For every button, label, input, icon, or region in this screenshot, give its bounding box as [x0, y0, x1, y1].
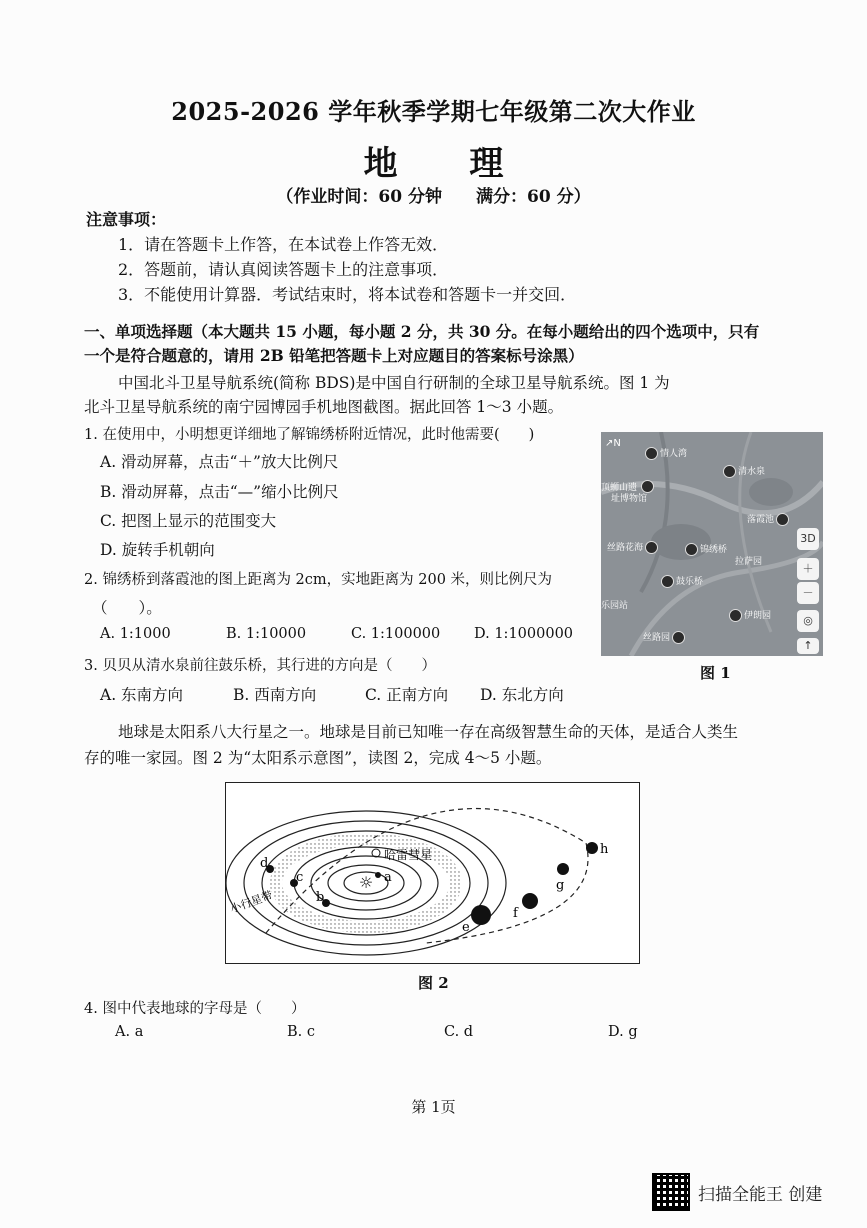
- section-heading: 一、单项选择题（本大题共 15 小题，每小题 2 分，共 30 分。在每小题给出的四个选项中，只有: [84, 322, 760, 341]
- notice-item: 2．答题前，请认真阅读答题卡上的注意事项．: [118, 260, 449, 279]
- poi-label[interactable]: 落霞池: [747, 512, 791, 526]
- locate-icon[interactable]: ◎: [797, 610, 819, 632]
- letter-h: h: [600, 842, 609, 857]
- letter-d: d: [260, 856, 269, 871]
- letter-f: f: [513, 906, 518, 921]
- q2-option-d: D. 1:1000000: [474, 626, 574, 642]
- question-1: 1. 在使用中，小明想更详细地了解锦绣桥附近情况，此时他需要( ): [84, 427, 535, 443]
- poi-label[interactable]: 情人湾: [645, 446, 687, 460]
- planet-e: [471, 905, 491, 925]
- intro-text: 中国北斗卫星导航系统(简称 BDS)是中国自行研制的全球卫星导航系统。图 1 为: [118, 374, 670, 392]
- intro-text: 地球是太阳系八大行星之一。地球是目前已知唯一存在高级智慧生命的天体，是适合人类生: [118, 723, 739, 741]
- planet-h: [586, 842, 598, 854]
- scanner-watermark: [652, 1172, 822, 1212]
- poi-label[interactable]: 拉萨园: [735, 557, 763, 567]
- q2-option-a: A. 1:1000: [100, 626, 171, 642]
- poi-label[interactable]: 丝路花海: [607, 540, 660, 554]
- intro-text: 存的唯一家园。图 2 为“太阳系示意图”，读图 2，完成 4～5 小题。: [84, 749, 552, 767]
- comet-label: 哈雷彗星: [384, 848, 433, 862]
- poi-label[interactable]: 伊朗园: [729, 608, 771, 622]
- poi-pin-icon: [641, 480, 656, 493]
- q3-option-c: C. 正南方向: [365, 686, 449, 704]
- q4-option-b: B. c: [287, 1024, 315, 1040]
- solar-system-diagram: [225, 782, 640, 964]
- q1-option-b: B. 滑动屏幕，点击“—”缩小比例尺: [100, 483, 339, 501]
- question-3: 3. 贝贝从清水泉前往鼓乐桥，其行进的方向是（ ）: [84, 658, 436, 674]
- planet-g: [557, 863, 569, 875]
- q4-option-d: D. g: [608, 1024, 638, 1040]
- q3-option-d: D. 东北方向: [480, 686, 564, 704]
- q1-option-c: C. 把图上显示的范围变大: [100, 512, 277, 530]
- asteroid-belt-label: 小行星带: [228, 888, 275, 916]
- solar-system-svg: [226, 783, 639, 963]
- page-number: 第 1页: [411, 1098, 456, 1116]
- poi-label[interactable]: 鼓乐桥: [661, 574, 703, 588]
- navigate-icon[interactable]: ↑: [797, 638, 819, 654]
- q4-option-c: C. d: [444, 1024, 474, 1040]
- poi-label[interactable]: 清水泉: [723, 464, 765, 478]
- poi-label[interactable]: 乐园站: [601, 601, 629, 611]
- subject-title: 地 理: [363, 144, 534, 184]
- question-2-blank: （ ）。: [92, 599, 162, 617]
- figure-2-caption: 图 2: [418, 974, 449, 992]
- intro-text: 北斗卫星导航系统的南宁园博园手机地图截图。据此回答 1～3 小题。: [84, 398, 564, 416]
- q4-option-a: A. a: [115, 1024, 144, 1040]
- letter-e: e: [462, 920, 470, 935]
- q1-option-d: D. 旋转手机朝向: [100, 541, 215, 559]
- section-heading-cont: 一个是符合题意的，请用 2B 铅笔把答题卡上对应题目的答案标号涂黑）: [84, 346, 584, 365]
- figure-1-caption: 图 1: [700, 664, 731, 682]
- q1-option-a: A. 滑动屏幕，点击“＋”放大比例尺: [100, 453, 339, 471]
- map-screenshot: [601, 432, 823, 656]
- question-4: 4. 图中代表地球的字母是（ ）: [84, 1001, 306, 1017]
- sun-icon: ☼: [358, 873, 374, 892]
- exam-title: 2025-2026 学年秋季学期七年级第二次大作业: [171, 97, 696, 126]
- zoom-in-button[interactable]: ＋: [797, 558, 819, 580]
- notice-item: 1．请在答题卡上作答，在本试卷上作答无效．: [118, 235, 449, 254]
- question-2: 2. 锦绣桥到落霞池的图上距离为 2cm，实地距离为 200 米，则比例尺为: [84, 572, 553, 588]
- q2-option-b: B. 1:10000: [226, 626, 307, 642]
- q3-option-b: B. 西南方向: [233, 686, 317, 704]
- poi-label[interactable]: 丝路园: [643, 630, 687, 644]
- letter-b: b: [316, 890, 325, 905]
- halley-comet: [372, 849, 380, 857]
- poi-label-cont: 址博物馆: [611, 494, 648, 504]
- 3d-button[interactable]: 3D: [797, 528, 819, 550]
- letter-g: g: [556, 878, 565, 893]
- q3-option-a: A. 东南方向: [100, 686, 184, 704]
- planet-f: [522, 893, 538, 909]
- compass-icon: ↗N: [605, 438, 621, 449]
- exam-info: （作业时间：60 分钟 满分：60 分）: [276, 187, 591, 207]
- poi-label[interactable]: 锦绣桥: [685, 542, 727, 556]
- letter-c: c: [296, 870, 304, 885]
- watermark-text: 扫描全能王 创建: [698, 1184, 823, 1205]
- qr-code-icon: [652, 1173, 690, 1211]
- notice-item: 3．不能使用计算器．考试结束时，将本试卷和答题卡一并交回．: [118, 285, 577, 304]
- planet-a: [375, 872, 381, 878]
- zoom-out-button[interactable]: －: [797, 582, 819, 604]
- q2-option-c: C. 1:100000: [351, 626, 441, 642]
- letter-a: a: [384, 870, 392, 885]
- notice-heading: 注意事项：: [86, 210, 167, 229]
- poi-label[interactable]: 顶蛳山遗: [601, 483, 638, 493]
